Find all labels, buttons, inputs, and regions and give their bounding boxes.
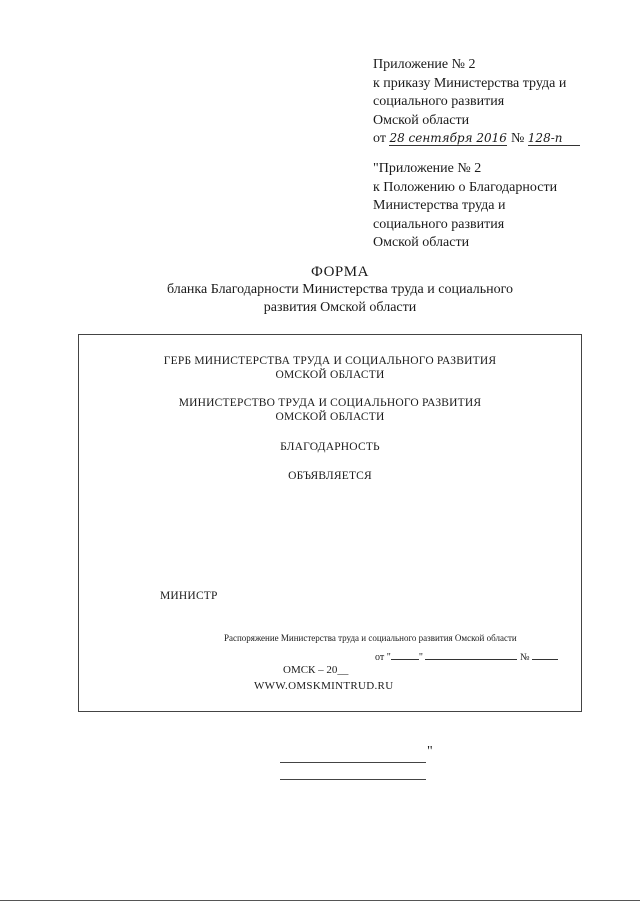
number-label: № [519, 652, 530, 663]
gratitude-form-blank [78, 334, 582, 712]
appendix-regulation-block [373, 160, 557, 253]
appendix-order-block [373, 56, 580, 149]
city-year: ОМСК – 20__ [283, 664, 349, 676]
closing-line [280, 779, 426, 780]
month-year-blank [425, 649, 517, 660]
coat-of-arms-line: ОМСКОЙ ОБЛАСТИ [275, 369, 385, 381]
form-subtitle: бланка Благодарности Министерства труда и социального [166, 282, 514, 297]
day-blank [391, 649, 419, 660]
number-blank [532, 649, 558, 660]
appendix-regulation-line: социального развития [373, 216, 505, 232]
appendix-date-row [373, 130, 580, 149]
form-heading: ФОРМА [311, 264, 369, 280]
quote-mark: " [418, 652, 423, 663]
order-reference: Распоряжение Министерства труда и социального развития Омской области [224, 633, 517, 643]
from-label: от [375, 652, 385, 663]
form-title [0, 263, 640, 317]
appendix-order-line: Омской области [373, 112, 470, 128]
closing-line [280, 762, 426, 763]
coat-of-arms-line: ГЕРБ МИНИСТЕРСТВА ТРУДА И СОЦИАЛЬНОГО РАЗВИТИЯ [163, 355, 497, 367]
appendix-regulation-line: к Положению о Благодарности [373, 179, 558, 195]
scan-edge-line [0, 900, 640, 901]
quote-mark: " [386, 652, 391, 663]
handwritten-number: 128-п [528, 131, 580, 146]
appendix-regulation-title: "Приложение № 2 [373, 161, 482, 176]
appendix-title: Приложение № 2 [373, 57, 476, 72]
minister-label: МИНИСТР [160, 590, 218, 602]
number-label: № [510, 131, 525, 146]
ministry-name-line: ОМСКОЙ ОБЛАСТИ [275, 411, 385, 423]
from-label: от [373, 131, 386, 146]
appendix-regulation-line: Омской области [373, 235, 470, 250]
announced-label: ОБЪЯВЛЯЕТСЯ [288, 470, 372, 482]
appendix-order-line: к приказу Министерства труда и [373, 75, 567, 91]
website: WWW.OMSKMINTRUD.RU [254, 680, 394, 692]
closing-quote: " [427, 744, 433, 759]
order-date-number-row [375, 649, 558, 663]
ministry-name-line: МИНИСТЕРСТВО ТРУДА И СОЦИАЛЬНОГО РАЗВИТИЯ [178, 397, 482, 409]
appendix-order-line: социального развития [373, 94, 505, 109]
appendix-regulation-line: Министерства труда и [373, 198, 506, 213]
handwritten-date: 28 сентября 2016 [389, 131, 507, 145]
form-subtitle: развития Омской области [263, 300, 417, 315]
gratitude-heading: БЛАГОДАРНОСТЬ [280, 441, 380, 453]
